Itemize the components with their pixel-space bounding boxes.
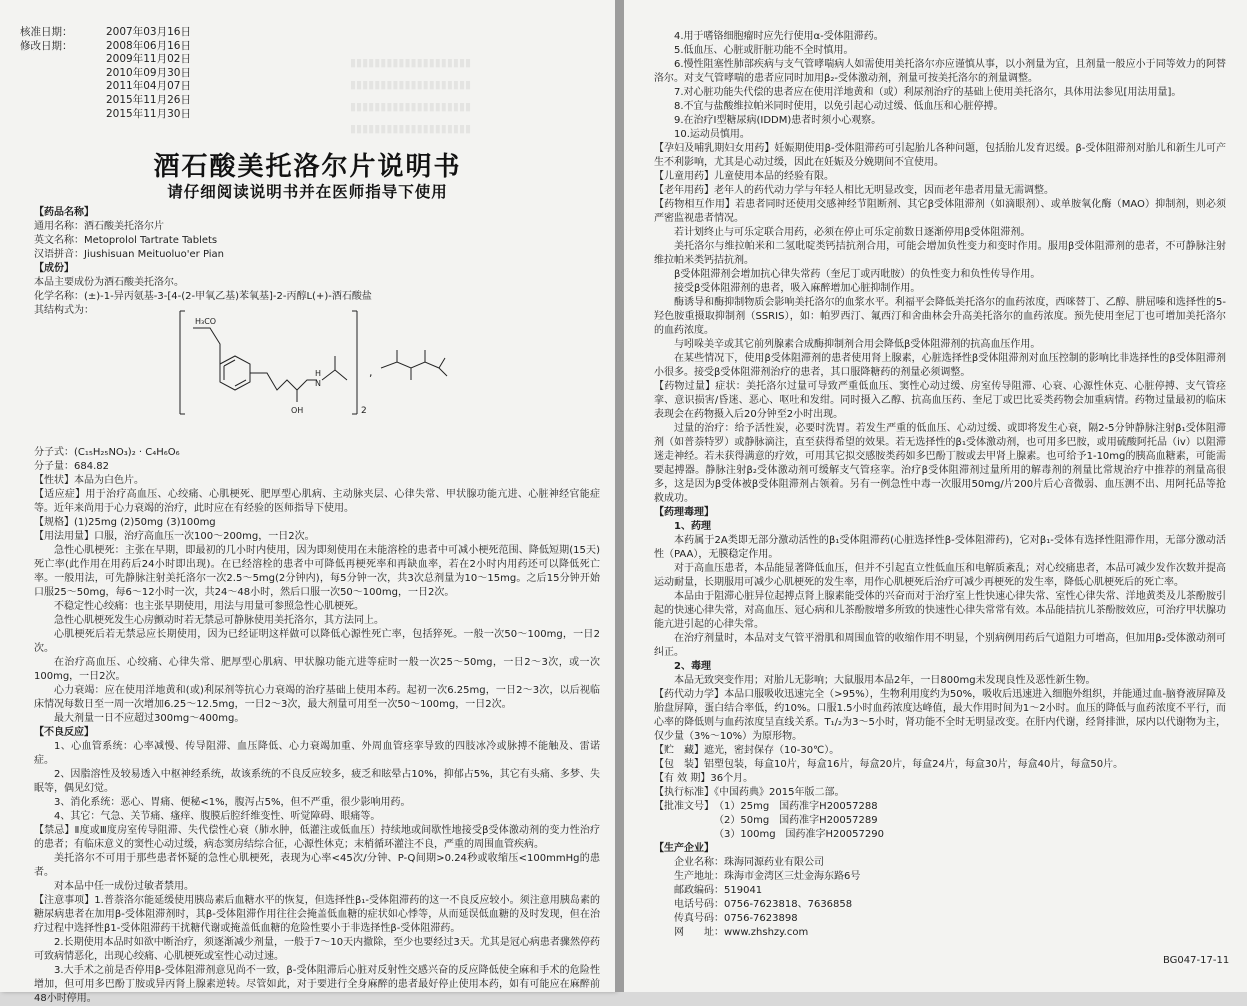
revision-dates [20,26,191,121]
approval-number: （1）25mg 国药准字H20057288 [714,801,878,812]
adverse-heading: 【不良反应】 [34,727,94,738]
amine-h-label: H [315,369,322,378]
molecular-weight: 分子量：684.82 [34,461,109,472]
usage-paragraph: 急性心肌梗死发生心房颤动时若无禁忌可静脉使用美托洛尔，其方法同上。 [54,615,384,626]
usage-paragraph: 心力衰竭：应在使用洋地黄和(或)利尿剂等抗心力衰竭的治疗基础上使用本药。起初一次6.25mg，一日2～3次，以后视临床情况每数日至一周一次增加6.25～12.5mg，一日2～3次，最大剂量可用至一次50～100mg，一日2次。 [34,685,600,710]
usage-heading: 【用法用量】口服，治疗高血压一次100～200mg，一日2次。 [34,531,315,542]
pharmacology-subheading: 1、药理 [674,521,711,532]
caution-item: 10.运动员慎用。 [674,129,750,140]
interaction-item: 若计划终止与可乐定联合用药，必须在停止可乐定前数日逐渐停用β受体阻滞剂。 [674,227,1031,238]
standard-section: 【执行标准】《中国药典》2015年版二部。 [654,787,845,798]
elderly-section: 【老年用药】老年人的药代动力学与年轻人相比无明显改变，因而老年患者用量无需调整。 [654,185,1054,196]
usage-paragraph: 心肌梗死后若无禁忌应长期使用，因为已经证明这样做可以降低心源性死亡率，包括猝死。一般一次50～100mg，一日2次。 [34,629,600,654]
page-fold-gutter [615,0,624,992]
molecular-formula: 分子式：(C₁₅H₂₅NO₃)₂ · C₄H₆O₆ [34,447,180,458]
subscript-two: 2 [361,406,367,416]
manufacturer-website: 网 址：www.zhshzy.com [674,927,809,938]
pregnancy-section: 【孕妇及哺乳期妇女用药】妊娠期使用β-受体阻滞药可引起胎儿各种问题，包括胎儿发育迟缓。β-受体阻滞剂对胎儿和新生儿可产生不利影响，尤其是心动过缓，因此在妊娠及分娩期间不宜使用。 [654,143,1226,168]
adverse-item: 3、消化系统：恶心、胃痛、便秘<1%，腹泻占5%，但不严重，很少影响用药。 [54,797,411,808]
bleed-through-texture: ▮▮▮▮▮▮▮▮▮▮▮▮▮▮▮▮▮▮▮▮ ▮▮▮▮▮▮▮▮▮▮▮▮▮▮▮▮▮▮▮▮ ▮▮▮▮▮▮▮▮▮▮▮▮▮▮▮▮▮▮▮▮ ▮▮▮▮▮▮▮▮▮▮▮▮▮▮▮▮▮▮▮▮ [350,56,472,135]
drug-name-heading: 【药品名称】 [34,207,94,218]
validity-section: 【有 效 期】36个月。 [654,773,754,784]
interaction-item: 与吲哚美辛或其它前列腺素合成酶抑制剂合用会降低β受体阻滞剂的抗高血压作用。 [674,339,1041,350]
date-row: 2011年04月07日 [106,80,191,93]
composition-main: 本品主要成份为酒石酸美托洛尔。 [34,277,184,288]
pharmacology-heading: 【药理毒理】 [654,507,714,518]
amine-n-label: N [315,379,321,388]
toxicology-subheading: 2、毒理 [674,661,711,672]
appearance: 【性状】本品为白色片。 [34,475,144,486]
drug-name-section [34,206,600,318]
toxicology-paragraph: 本品无致突变作用；对胎儿无影响；大鼠服用本品2年，一日800mg未发现良性及恶性新生物。 [674,675,1096,686]
right-column [654,30,1226,940]
cautions: 【注意事项】1.普萘洛尔能延缓使用胰岛素后血糖水平的恢复，但选择性β₁-受体阻滞药的这一不良反应较小。须注意用胰岛素的糖尿病患者在加用β-受体阻滞剂时，其β-受体阻滞作用往往会掩盖低血糖的症状如心悸等，从而延误低血糖的及时发现，但在治疗过程中选择性β1-受体阻滞药干扰糖代谢或掩盖低血糖的危险性要小于非选择性β-受体阻滞药。 [34,895,600,934]
svg-text:,: , [369,366,373,379]
interaction-item: 接受β受体阻滞剂的患者，吸入麻醉增加心脏抑制作用。 [674,283,921,294]
contraindications-extra: 对本品中任一成份过敏者禁用。 [54,881,194,892]
date-row: 2009年11月02日 [106,53,191,66]
document-subtitle: 请仔细阅读说明书并在医师指导下使用 [167,183,448,201]
manufacturer-zip: 邮政编码：519041 [674,885,763,896]
composition-heading: 【成份】 [34,263,74,274]
caution-item: 2.长期使用本品时如欲中断治疗，须逐渐减少剂量，一般于7～10天内撤除，至少也要经过3天。尤其是冠心病患者骤然停药可致病情恶化，出现心绞痛、心肌梗死或室性心动过速。 [34,937,600,962]
specification: 【规格】(1)25mg (2)50mg (3)100mg [34,517,216,528]
interaction-section: 【药物相互作用】若患者同时还使用交感神经节阻断剂、其它β受体阻滞剂（如滴眼剂）、或单胺氧化酶（MAO）抑制剂，则必须严密监视患者情况。 [654,199,1226,224]
manufacturer-address: 生产地址：珠海市金湾区三灶金海东路6号 [674,871,861,882]
adverse-item: 1、心血管系统：心率减慢、传导阻滞、血压降低、心力衰竭加重、外周血管痉挛导致的四肢冰冷或脉搏不能触及、雷诺症。 [34,741,600,766]
methoxy-label: H₃CO [195,317,217,326]
caution-item: 3.大手术之前是否停用β-受体阻滞剂意见尚不一致，β-受体阻滞后心脏对反射性交感兴奋的反应降低使全麻和手术的危险性增加，但可用多巴酚丁胺或异丙肾上腺素逆转。尽管如此，对于要进行全身麻醉的患者最好停止使用本药，如有可能应在麻醉前48小时停用。 [34,965,600,1004]
contraindications: 【禁忌】Ⅱ度或Ⅲ度房室传导阻滞、失代偿性心衰（肺水肿，低灌注或低血压）持续地或间歇性地接受β受体激动剂的变力性治疗的患者；有临床意义的窦性心动过缓，病态窦房结综合征，心源性休克；末梢循环灌注不良，严重的周围血管疾病。 [34,825,600,850]
overdose-section: 【药物过量】症状：美托洛尔过量可导致严重低血压、窦性心动过缓、房室传导阻滞、心衰、心源性休克、心脏停搏、支气管痉挛、意识损害/昏迷、恶心、呕吐和发绀。同时摄入乙醇、抗高血压药、奎尼丁或巴比妥类药物会加重病情。药物过量最初的临床表现会在药物摄入后20分钟至2小时出现。 [654,381,1226,420]
caution-item: 6.慢性阻塞性肺部疾病与支气管哮喘病人如需使用美托洛尔亦应谨慎从事，以小剂量为宜，且剂量一般应小于同等效力的阿替洛尔。对支气管哮喘的患者应同时加用β₂-受体激动剂，剂量可按美托洛尔的剂量调整。 [654,59,1226,84]
indications: 【适应症】用于治疗高血压、心绞痛、心肌梗死、肥厚型心肌病、主动脉夹层、心律失常、甲状腺功能亢进、心脏神经官能症等。近年来尚用于心力衰竭的治疗，此时应在有经验的医师指导下使用。 [34,489,600,514]
document-title: 酒石酸美托洛尔片说明书 [153,152,462,182]
caution-item: 7.对心脏功能失代偿的患者应在使用洋地黄和（或）利尿剂治疗的基础上使用美托洛尔，具体用法参见[用法用量]。 [674,87,1182,98]
formula-section [34,446,600,1006]
approval-number: （2）50mg 国药准字H20057289 [714,815,878,826]
generic-name: 通用名称：酒石酸美托洛尔片 [34,221,164,232]
caution-item: 8.不宜与盐酸维拉帕米同时使用，以免引起心动过缓、低血压和心脏停搏。 [674,101,1004,112]
date-row: 2010年09月30日 [106,66,191,79]
date-row: 修改日期： 2008年06月16日 [20,39,191,52]
english-name: 英文名称：Metoprolol Tartrate Tablets [34,235,218,246]
package-section: 【包 装】铝塑包装，每盒10片，每盒16片，每盒20片，每盒24片，每盒30片，每盒40片，每盒50片。 [654,759,1124,770]
date-row: 2015年11月26日 [106,93,191,106]
pharmacology-paragraph: 本药属于2A类即无部分激动活性的β₁受体阻滞药(心脏选择性β-受体阻滞药)，它对β₁-受体有选择性阻滞作用，无部分激动活性（PAA），无膜稳定作用。 [654,535,1226,560]
document-code: BG047-17-11 [1163,955,1230,966]
contraindications-extra: 美托洛尔不可用于那些患者怀疑的急性心肌梗死，表现为心率<45次/分钟、P-Q间期>0.24秒或收缩压<100mmHg的患者。 [34,853,600,878]
approval-number: （3）100mg 国药准字H20057290 [714,829,884,840]
usage-paragraph: 在治疗高血压、心绞痛、心律失常、肥厚型心肌病、甲状腺功能亢进等症时一般一次25～50mg，一日2～3次，或一次100mg，一日2次。 [34,657,600,682]
approval-list [714,800,884,842]
approval-heading: 【批准文号】 [654,801,714,812]
adverse-item: 4、其它：气急、关节痛、瘙痒、腹膜后腔纤维变性、听觉障碍、眼痛等。 [54,811,381,822]
pinyin-name: 汉语拼音：Jiushisuan Meituoluo'er Pian [34,249,224,260]
adverse-item: 2、因脂溶性及较易透入中枢神经系统，故该系统的不良反应较多，疲乏和眩晕占10%，抑郁占5%，其它有头痛、多梦、失眠等，偶见幻觉。 [34,769,600,794]
date-row: 核准日期： 2007年03月16日 [20,26,191,38]
structural-formula-figure [175,306,475,421]
left-page [0,0,615,1004]
usage-paragraph: 最大剂量一日不应超过300mg～400mg。 [54,713,245,724]
interaction-item: 美托洛尔与维拉帕米和二氢吡啶类钙拮抗剂合用，可能会增加负性变力和变时作用。服用β受体阻滞剂的患者，不可静脉注射维拉帕米类钙拮抗剂。 [654,241,1226,266]
manufacturer-fax: 传真号码：0756-7623898 [674,913,798,924]
interaction-item: β受体阻滞剂会增加抗心律失常药（奎尼丁或丙吡胺）的负性变力和负性传导作用。 [674,269,1041,280]
usage-paragraph: 急性心肌梗死：主张在早期，即最初的几小时内使用，因为即刻使用在未能溶栓的患者中可减小梗死范围、降低短期(15天)死亡率(此作用在用药后24小时即出现)。在已经溶栓的患者中可降低再梗死率和再缺血率，若在2小时内用药还可以降低死亡率。一般用法，可先静脉注射美托洛尔一次2.5～5mg(2分钟内)，每5分钟一次，共3次总剂量为10～15mg。之后15分钟开始口服25～50mg，每6～12小时一次，共24～48小时，然后口服一次50～100mg，一日2次。 [34,545,600,598]
pharmacology-paragraph: 对于高血压患者，本品能显著降低血压，但并不引起直立性低血压和电解质紊乱；对心绞痛患者，本品可减少发作次数并提高运动耐量，长期服用可减少心肌梗死的发生率，用作心肌梗死后治疗可减少再梗死的发生率，降低心肌梗死后的死亡率。 [654,563,1226,588]
caution-item: 9.在治疗Ⅰ型糖尿病(IDDM)患者时须小心观察。 [674,115,882,126]
pharmacology-paragraph: 在治疗剂量时，本品对支气管平滑肌和周围血管的收缩作用不明显，个别病例用药后气道阻力可增高，但加用β₂受体激动剂可纠正。 [654,633,1226,658]
pharmacology-paragraph: 本品由于阻滞心脏异位起搏点肾上腺素能受体的兴奋而对于治疗室上性快速心律失常、室性心律失常、洋地黄类及儿茶酚胺引起的快速心律失常，对高血压、冠心病和儿茶酚胺增多所致的快速性心律失常常有效。本品能拮抗儿茶酚胺效应，可治疗甲状腺功能亢进引起的心律失常。 [654,591,1226,630]
manufacturer-heading: 【生产企业】 [654,843,714,854]
caution-item: 5.低血压、心脏或肝脏功能不全时慎用。 [674,45,854,56]
structure-label: 其结构式为： [34,305,94,316]
caution-item: 4.用于嗜铬细胞瘤时应先行使用α-受体阻滞药。 [674,31,884,42]
date-row: 2015年11月30日 [106,107,191,120]
approval-section [654,800,1226,842]
chemical-name: 化学名称：(±)-1-异丙氨基-3-[4-(2-甲氧乙基)苯氧基]-2-丙醇L(+)-酒石酸盐 [34,291,372,302]
pharmacokinetics-section: 【药代动力学】本品口服吸收迅速完全（>95%），生物利用度约为50%，吸收后迅速进入细胞外组织，并能通过血-脑脊液屏障及胎盘屏障，蛋白结合率低，约10%。口服1.5小时血药浓度达峰值，最大作用时间为1～2小时。血压的降低与血药浓度不平行，而心率的降低则与血药浓度呈直线关系。T₁/₂为3～5小时，肾功能不全时无明显改变。在肝内代谢，经肾排泄，尿内以代谢物为主，仅少量（3%～10%）为原形物。 [654,689,1226,742]
manufacturer-name: 企业名称：珠海同源药业有限公司 [674,857,824,868]
usage-paragraph: 不稳定性心绞痛：也主张早期使用，用法与用量可参照急性心肌梗死。 [54,601,364,612]
interaction-item: 在某些情况下，使用β受体阻滞剂的患者使用肾上腺素，心脏选择性β受体阻滞剂对血压控制的影响比非选择性的β受体阻滞剂小很多。接受β受体阻滞剂治疗的患者，其口服降糖药的剂量必须调整。 [654,353,1226,378]
storage-section: 【贮 藏】遮光，密封保存（10-30℃）。 [654,745,840,756]
manufacturer-phone: 电话号码：0756-7623818、7636858 [674,899,853,910]
interaction-item: 酶诱导和酶抑制物质会影响美托洛尔的血浆水平。利福平会降低美托洛尔的血药浓度，西咪替丁、乙醇、肼屈嗪和选择性的5-羟色胺重摄取抑制剂（SSRIS），如：帕罗西汀、氟西汀和舍曲林会升高美托洛尔的血药浓度。预先使用奎尼丁也可增加美托洛尔的血药浓度。 [654,297,1226,336]
pediatric-section: 【儿童用药】儿童使用本品的经验有限。 [654,171,834,182]
hydroxyl-label: OH [291,406,304,415]
overdose-treatment: 过量的治疗：给予活性炭，必要时洗胃。若发生严重的低血压、心动过缓、或即将发生心衰，隔2-5分钟静脉注射β₁受体阻滞剂（如普萘特罗）或静脉滴注，直至获得希望的效果。若无选择性的β₁受体激动剂，也可用多巴胺，或用硫酸阿托品（iv）以阻滞迷走神经。若未获得满意的疗效，可用其它拟交感胺类药如多巴酚丁胺或去甲肾上腺素。也可给予1-10mg的胰高血糖素，可能需要起搏器。静脉注射β₂受体激动剂可缓解支气管痉挛。治疗β受体阻滞剂过量所用的解毒剂的剂量比常规治疗中推荐的剂量高很多，这是因为β受体被β受体阻滞剂占领着。另有一例急性中毒一次服用50mg/片200片后心音微弱、血压测不出、用阿托品等抢救成功。 [654,423,1226,504]
